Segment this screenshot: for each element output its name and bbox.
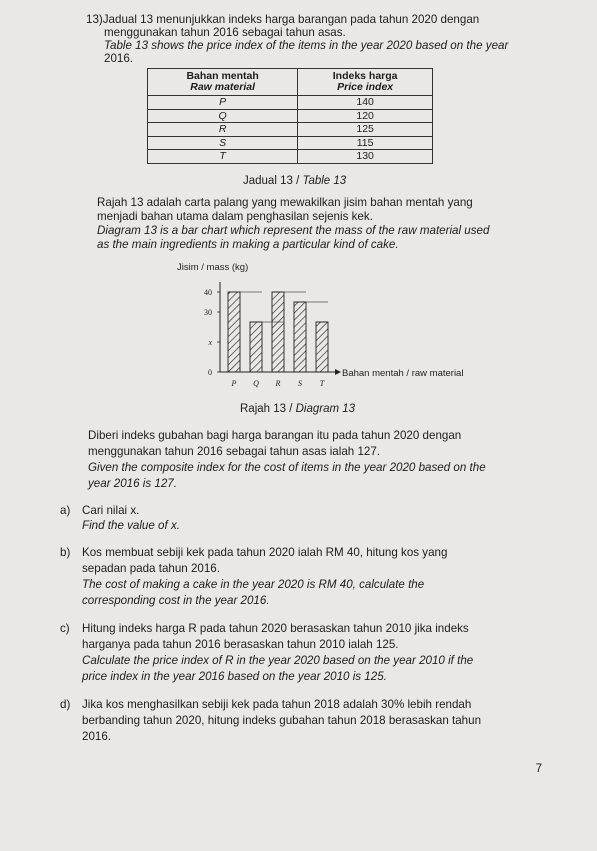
x-tick-R: R [275, 379, 281, 388]
header-raw-material-en: Raw material [190, 81, 256, 93]
material-cell: Q [148, 109, 298, 123]
page-number: 7 [535, 763, 542, 775]
part-c-en-1: Calculate the price index of R in the year 2020 based on the year 2010 if the [82, 654, 474, 667]
part-d-ms-2: berbanding tahun 2020, hitung indeks gubahan tahun 2018 berasaskan tahun [82, 714, 482, 727]
question-intro-en-2: 2016. [104, 52, 134, 65]
part-a-en: Find the value of x. [82, 519, 180, 532]
header-price-index-ms: Indeks harga [332, 70, 398, 82]
part-d-label: d) [60, 698, 71, 711]
part-b-ms-2: sepadan pada tahun 2016. [82, 562, 220, 575]
table-caption-en: Table 13 [302, 175, 347, 187]
table-row [148, 123, 433, 137]
bar-R [272, 292, 284, 372]
x-axis-label-text: Bahan mentah / raw material [342, 368, 464, 379]
table-row [148, 150, 433, 164]
given-para-ms-2: menggunakan tahun 2016 sebagai tahun asas ialah 127. [88, 445, 381, 458]
mass-bar-chart [175, 262, 505, 392]
question-intro-en-1: Table 13 shows the price index of the items in the year 2020 based on the year [104, 39, 509, 52]
diagram-para-en-1: Diagram 13 is a bar chart which represent the mass of the raw material used [97, 224, 490, 237]
part-c-en-2: price index in the year 2016 based on the year 2010 is 125. [82, 670, 387, 683]
diagram-para-ms-2: menjadi bahan utama dalam penghasilan sejenis kek. [97, 210, 373, 223]
part-a-ms: Cari nilai x. [82, 504, 140, 517]
y-axis-label: Jisim / mass (kg) [177, 262, 249, 273]
index-cell: 115 [298, 136, 433, 150]
header-price-index [298, 69, 433, 96]
part-b-en-1: The cost of making a cake in the year 2020 is RM 40, calculate the [82, 578, 425, 591]
table-row [148, 136, 433, 150]
given-para-ms-1: Diberi indeks gubahan bagi harga barangan itu pada tahun 2020 dengan [88, 429, 462, 442]
chart-bars [228, 292, 328, 372]
diagram-caption-en: Diagram 13 [295, 403, 356, 415]
question-intro-ms-2: menggunakan tahun 2016 sebagai tahun asas. [104, 26, 346, 39]
x-tick-P: P [231, 379, 237, 388]
index-cell: 125 [298, 123, 433, 137]
diagram-para-en-2: as the main ingredients in making a particular kind of cake. [97, 238, 399, 251]
y-tick-label: 30 [204, 308, 212, 317]
table-row [148, 109, 433, 123]
chart-x-ticks [231, 379, 325, 388]
material-cell: P [148, 96, 298, 110]
y-tick-label: 0 [208, 368, 212, 377]
material-cell: R [148, 123, 298, 137]
question-intro-ms-1: 13)Jadual 13 menunjukkan indeks harga barangan pada tahun 2020 dengan [86, 13, 480, 26]
part-b-en-2: corresponding cost in the year 2016. [82, 594, 270, 607]
part-b-label: b) [60, 546, 71, 559]
part-b-ms-1: Kos membuat sebiji kek pada tahun 2020 ialah RM 40, hitung kos yang [82, 546, 448, 559]
table-row [148, 96, 433, 110]
header-price-index-en: Price index [337, 81, 394, 93]
table-caption [243, 175, 346, 187]
x-axis-arrow [335, 369, 341, 375]
material-cell: T [148, 150, 298, 164]
y-tick-label: 40 [204, 288, 212, 297]
index-cell: 120 [298, 109, 433, 123]
bar-Q [250, 322, 262, 372]
chart-y-ticks [204, 288, 220, 377]
bar-S [294, 302, 306, 372]
diagram-caption [240, 403, 355, 415]
part-d-ms-1: Jika kos menghasilkan sebiji kek pada tahun 2018 adalah 30% lebih rendah [82, 698, 472, 711]
material-cell: S [148, 136, 298, 150]
index-cell: 130 [298, 150, 433, 164]
diagram-para-ms-1: Rajah 13 adalah carta palang yang mewakilkan jisim bahan mentah yang [97, 196, 473, 209]
part-a-label: a) [60, 504, 71, 517]
diagram-caption-ms: Rajah 13 / [240, 403, 296, 415]
x-tick-S: S [298, 379, 302, 388]
x-axis-label [342, 368, 463, 379]
part-d-ms-3: 2016. [82, 730, 112, 743]
index-cell: 140 [298, 96, 433, 110]
x-tick-Q: Q [253, 379, 259, 388]
header-raw-material-ms: Bahan mentah [186, 70, 259, 82]
header-raw-material [148, 69, 298, 96]
y-tick-label: x [208, 338, 212, 347]
bar-T [316, 322, 328, 372]
table-caption-ms: Jadual 13 / [243, 175, 303, 187]
part-c-ms-1: Hitung indeks harga R pada tahun 2020 berasaskan tahun 2010 jika indeks [82, 622, 469, 635]
part-c-label: c) [60, 622, 70, 635]
given-para-en-1: Given the composite index for the cost of items in the year 2020 based on the [88, 461, 486, 474]
x-tick-T: T [319, 379, 325, 388]
price-index-table [147, 68, 433, 164]
given-para-en-2: year 2016 is 127. [88, 477, 177, 490]
part-c-ms-2: harganya pada tahun 2016 berasaskan tahun 2010 ialah 125. [82, 638, 399, 651]
bar-P [228, 292, 240, 372]
